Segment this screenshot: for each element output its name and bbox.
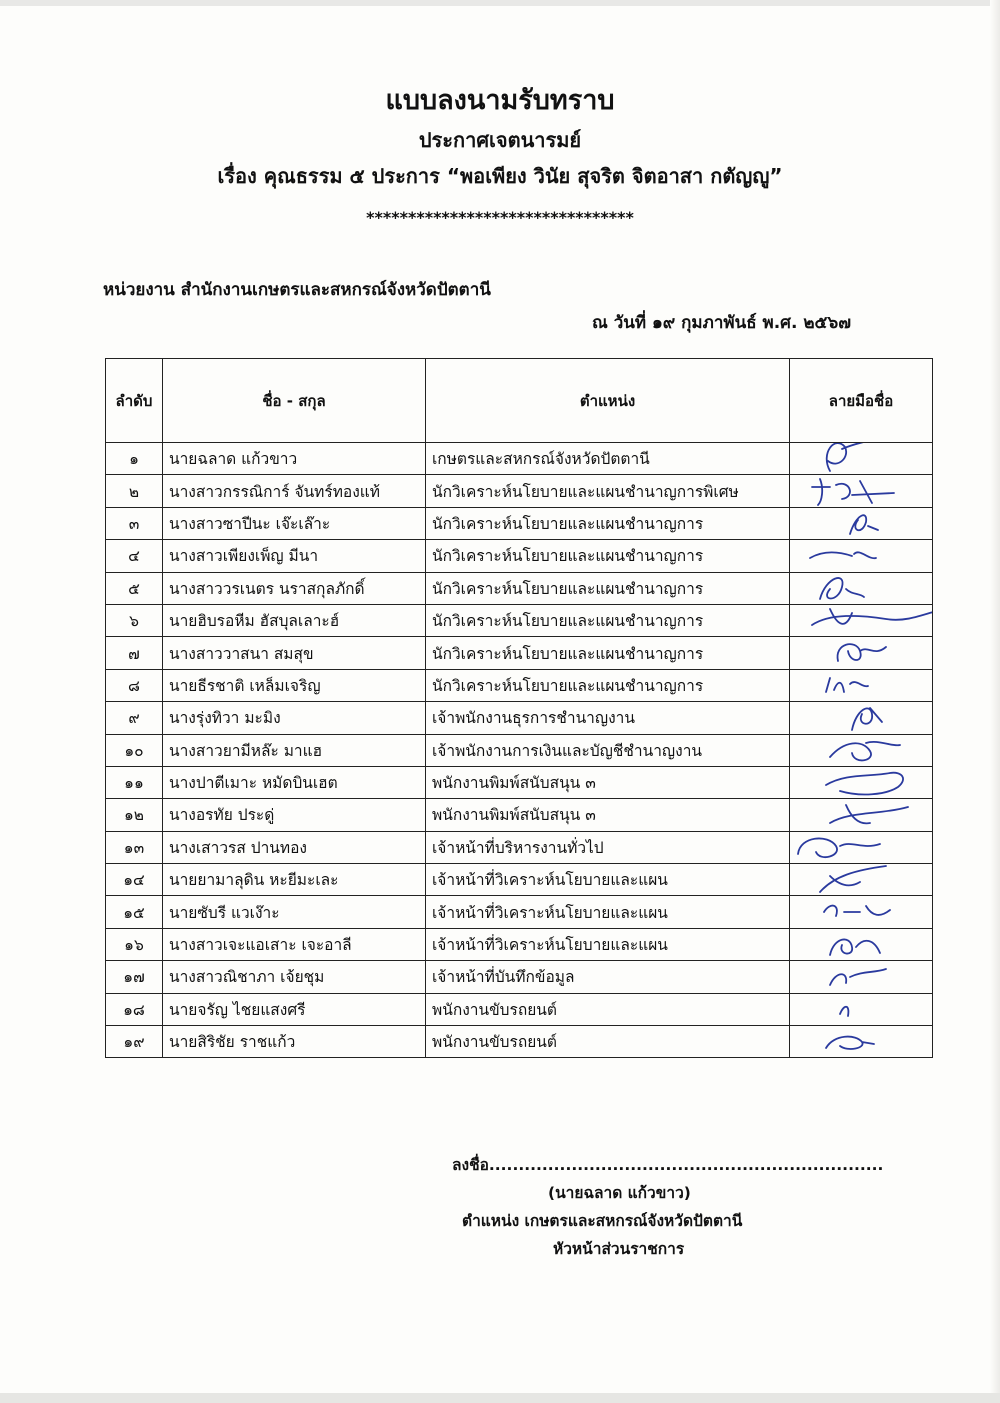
handwritten-signature <box>790 508 933 539</box>
document-subtitle: ประกาศเจตนารมย์ <box>418 128 582 152</box>
handwritten-signature <box>790 573 933 604</box>
row-name: นายสิริชัย ราชแก้ว <box>163 1026 426 1058</box>
row-position: เจ้าหน้าที่วิเคราะห์นโยบายและแผน <box>426 928 790 960</box>
handwritten-signature <box>790 605 933 636</box>
row-name: นางสาวณิชาภา เจ้ยชุม <box>163 961 426 993</box>
row-name: นายยามาลุดิน หะยีมะเละ <box>163 864 426 896</box>
row-signature <box>790 928 933 960</box>
handwritten-signature <box>790 864 933 895</box>
table-row <box>106 604 933 636</box>
row-name: นางรุ่งทิวา มะมิง <box>163 702 426 734</box>
row-signature <box>790 702 933 734</box>
row-position: เจ้าพนักงานธุรการชำนาญงาน <box>426 702 790 734</box>
table-row <box>106 1026 933 1058</box>
row-position: นักวิเคราะห์นโยบายและแผนชำนาญการ <box>426 669 790 701</box>
row-position: พนักงานพิมพ์สนับสนุน ๓ <box>426 766 790 798</box>
handwritten-signature <box>790 735 933 766</box>
row-number: ๕ <box>106 572 163 604</box>
row-position: เจ้าพนักงานการเงินและบัญชีชำนาญงาน <box>426 734 790 766</box>
header-position: ตำแหน่ง <box>426 359 790 443</box>
table-row <box>106 507 933 539</box>
row-position: เจ้าหน้าที่วิเคราะห์นโยบายและแผน <box>426 896 790 928</box>
handwritten-signature <box>790 929 933 960</box>
row-signature <box>790 572 933 604</box>
row-name: นายซับรี แวเง๊าะ <box>163 896 426 928</box>
row-signature <box>790 443 933 475</box>
table-row <box>106 572 933 604</box>
signer-position: ตำแหน่ง เกษตรและสหกรณ์จังหวัดปัตตานี <box>462 1212 743 1230</box>
row-signature <box>790 896 933 928</box>
row-name: นางสาววรเนตร นราสกุลภักดิ์ <box>163 572 426 604</box>
table-row <box>106 928 933 960</box>
row-name: นายฉลาด แก้วขาว <box>163 443 426 475</box>
row-position: เกษตรและสหกรณ์จังหวัดปัตตานี <box>426 443 790 475</box>
row-number: ๑ <box>106 443 163 475</box>
date-line: ณ วันที่ ๑๙ กุมภาพันธ์ พ.ศ. ๒๕๖๗ <box>592 313 851 333</box>
handwritten-signature <box>790 540 933 571</box>
row-signature <box>790 669 933 701</box>
row-signature <box>790 637 933 669</box>
signature-roster-table <box>105 358 933 1058</box>
sign-line: ลงชื่อ................................................................... <box>452 1156 884 1174</box>
header-no: ลำดับ <box>106 359 163 443</box>
table-row <box>106 702 933 734</box>
table-row <box>106 864 933 896</box>
handwritten-signature <box>790 767 933 798</box>
row-name: นางสาวยามีหล๊ะ มาแฮ <box>163 734 426 766</box>
row-signature <box>790 864 933 896</box>
handwritten-signature <box>790 475 933 506</box>
row-signature <box>790 540 933 572</box>
scan-edge-bottom <box>0 1393 1000 1403</box>
row-signature <box>790 993 933 1025</box>
table-row <box>106 540 933 572</box>
row-number: ๑๙ <box>106 1026 163 1058</box>
row-number: ๑๗ <box>106 961 163 993</box>
row-signature <box>790 799 933 831</box>
row-signature <box>790 604 933 636</box>
row-name: นางอรทัย ประดู่ <box>163 799 426 831</box>
row-position: นักวิเคราะห์นโยบายและแผนชำนาญการพิเศษ <box>426 475 790 507</box>
row-signature <box>790 1026 933 1058</box>
row-position: พนักงานขับรถยนต์ <box>426 993 790 1025</box>
signer-role: หัวหน้าส่วนราชการ <box>553 1240 685 1258</box>
row-number: ๒ <box>106 475 163 507</box>
row-number: ๑๐ <box>106 734 163 766</box>
handwritten-signature <box>790 702 933 733</box>
row-name: นางสาวซาปีนะ เจ๊ะเล๊าะ <box>163 507 426 539</box>
row-name: นางสาวเพียงเพ็ญ มีนา <box>163 540 426 572</box>
row-position: นักวิเคราะห์นโยบายและแผนชำนาญการ <box>426 604 790 636</box>
row-position: พนักงานพิมพ์สนับสนุน ๓ <box>426 799 790 831</box>
row-signature <box>790 961 933 993</box>
row-number: ๑๑ <box>106 766 163 798</box>
row-name: นางสาวเจะแอเสาะ เจะอาลี <box>163 928 426 960</box>
table-row <box>106 831 933 863</box>
handwritten-signature <box>790 1026 933 1057</box>
row-number: ๖ <box>106 604 163 636</box>
table-row <box>106 799 933 831</box>
row-name: นางสาวกรรณิการ์ จันทร์ทองแท้ <box>163 475 426 507</box>
header-name: ชื่อ - สกุล <box>163 359 426 443</box>
row-number: ๗ <box>106 637 163 669</box>
document-subject: เรื่อง คุณธรรม ๕ ประการ “พอเพียง วินัย สุจริต จิตอาสา กตัญญู” <box>217 164 783 188</box>
row-position: พนักงานขับรถยนต์ <box>426 1026 790 1058</box>
row-name: นางปาตีเมาะ หมัดบินเฮต <box>163 766 426 798</box>
table-row <box>106 993 933 1025</box>
signer-name: (นายฉลาด แก้วขาว) <box>548 1184 691 1202</box>
handwritten-signature <box>790 637 933 668</box>
row-position: นักวิเคราะห์นโยบายและแผนชำนาญการ <box>426 540 790 572</box>
table-row <box>106 637 933 669</box>
row-position: เจ้าหน้าที่บริหารงานทั่วไป <box>426 831 790 863</box>
row-number: ๑๖ <box>106 928 163 960</box>
row-signature <box>790 475 933 507</box>
handwritten-signature <box>790 799 933 830</box>
row-number: ๑๓ <box>106 831 163 863</box>
row-position: เจ้าหน้าที่วิเคราะห์นโยบายและแผน <box>426 864 790 896</box>
row-signature <box>790 507 933 539</box>
table-row <box>106 443 933 475</box>
table-row <box>106 475 933 507</box>
handwritten-signature <box>790 443 933 474</box>
row-number: ๑๘ <box>106 993 163 1025</box>
handwritten-signature <box>790 961 933 992</box>
row-number: ๘ <box>106 669 163 701</box>
table-row <box>106 766 933 798</box>
row-signature <box>790 766 933 798</box>
row-name: นายฮิบรอหีม ฮัสบุลเลาะฮ์ <box>163 604 426 636</box>
row-signature <box>790 831 933 863</box>
row-position: นักวิเคราะห์นโยบายและแผนชำนาญการ <box>426 572 790 604</box>
row-name: นางเสาวรส ปานทอง <box>163 831 426 863</box>
row-number: ๔ <box>106 540 163 572</box>
agency-line: หน่วยงาน สำนักงานเกษตรและสหกรณ์จังหวัดปัตตานี <box>103 280 491 300</box>
row-number: ๑๔ <box>106 864 163 896</box>
document-title: แบบลงนามรับทราบ <box>385 85 615 116</box>
handwritten-signature <box>790 896 933 927</box>
scan-edge-top <box>0 0 1000 6</box>
table-row <box>106 896 933 928</box>
table-row <box>106 734 933 766</box>
separator-stars: ******************************** <box>366 208 634 227</box>
row-name: นางสาววาสนา สมสุข <box>163 637 426 669</box>
row-signature <box>790 734 933 766</box>
handwritten-signature <box>790 832 933 863</box>
handwritten-signature <box>790 670 933 701</box>
row-number: ๑๕ <box>106 896 163 928</box>
table-row <box>106 669 933 701</box>
row-number: ๙ <box>106 702 163 734</box>
table-row <box>106 961 933 993</box>
table-header-row <box>106 359 933 443</box>
row-name: นายจรัญ ไชยแสงศรี <box>163 993 426 1025</box>
row-position: เจ้าหน้าที่บันทึกข้อมูล <box>426 961 790 993</box>
row-name: นายธีรชาติ เหล็มเจริญ <box>163 669 426 701</box>
handwritten-signature <box>790 994 933 1025</box>
row-position: นักวิเคราะห์นโยบายและแผนชำนาญการ <box>426 507 790 539</box>
row-number: ๑๒ <box>106 799 163 831</box>
row-position: นักวิเคราะห์นโยบายและแผนชำนาญการ <box>426 637 790 669</box>
row-number: ๓ <box>106 507 163 539</box>
header-signature: ลายมือชื่อ <box>790 359 933 443</box>
